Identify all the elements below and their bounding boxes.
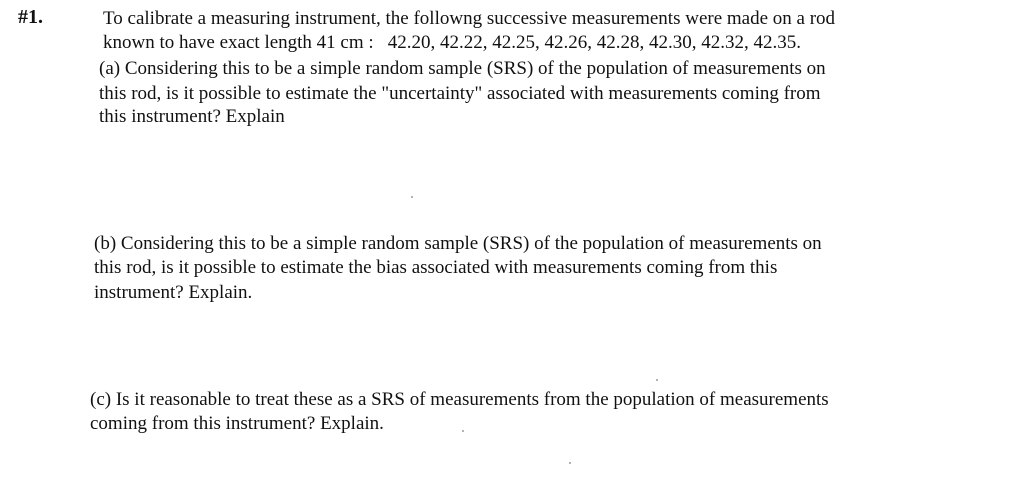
problem-intro-line-2 [103, 31, 801, 54]
part-b-line-3: instrument? Explain. [94, 282, 253, 303]
part-b-line-1: (b) Considering this to be a simple random sample (SRS) of the population of measurements on [94, 233, 822, 254]
part-c-line-1: (c) Is it reasonable to treat these as a SRS of measurements from the population of measurements [90, 389, 829, 410]
problem-intro-prefix: known to have exact length 41 cm : [103, 32, 374, 53]
problem-number: #1. [18, 6, 43, 28]
part-b-line-2: this rod, is it possible to estimate the bias associated with measurements coming from this [94, 257, 778, 278]
part-a-line-3: this instrument? Explain [99, 106, 285, 127]
scan-speck [569, 462, 571, 464]
problem-intro-line-1: To calibrate a measuring instrument, the followng successive measurements were made on a rod [103, 8, 836, 29]
scan-speck [462, 430, 464, 432]
measurement-values: 42.20, 42.22, 42.25, 42.26, 42.28, 42.30, 42.32, 42.35. [387, 32, 801, 53]
scan-speck [411, 196, 413, 198]
part-c-line-2: coming from this instrument? Explain. [90, 413, 384, 434]
scan-speck [656, 379, 658, 381]
part-a-line-2: this rod, is it possible to estimate the "uncertainty" associated with measurements coming from [99, 83, 821, 104]
part-a-line-1: (a) Considering this to be a simple random sample (SRS) of the population of measurements on [99, 58, 826, 79]
